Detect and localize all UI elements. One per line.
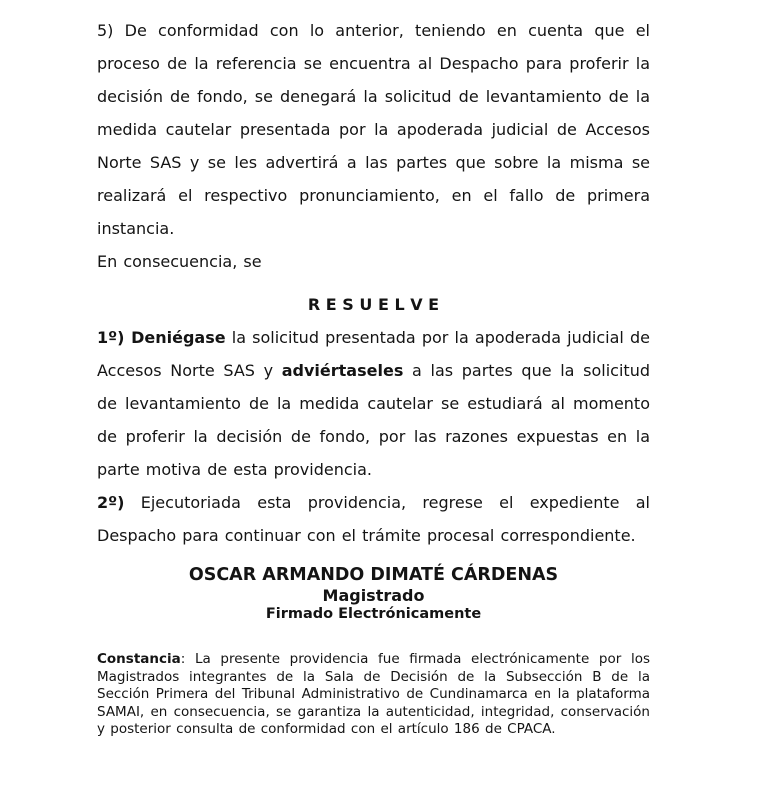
resolution-item-2: 2º) Ejecutoriada esta providencia, regrese el expediente al Despacho para continuar con el trámite procesal correspondiente. bbox=[97, 493, 650, 545]
resolution-item-1: 1º) Deniégase la solicitud presentada por la apoderada judicial de Accesos Norte SAS y adviértaseles a las partes que la solicitud de levantamiento de la medida cautelar se estudiará al momento de proferir la decisión de fondo, por las razones expuestas en la parte motiva de esta providencia. bbox=[97, 328, 650, 479]
resolve-heading: R E S U E L V E bbox=[307, 295, 440, 314]
transition-line: En consecuencia, se bbox=[97, 252, 262, 271]
signature-block bbox=[97, 564, 650, 623]
closing-paragraph: 5) De conformidad con lo anterior, teniendo en cuenta que el proceso de la referencia se encuentra al Despacho para proferir la decisión de fondo, se denegará la solicitud de levantamiento de la medida cautelar presentada por la apoderada judicial de Accesos Norte SAS y se les advertirá a las partes que sobre la misma se realizará el respectivo pronunciamiento, en el fallo de primera instancia. bbox=[97, 21, 650, 238]
certification-paragraph: Constancia: La presente providencia fue firmada electrónicamente por los Magistrados integrantes de la Sala de Decisión de la Subsección B de la Sección Primera del Tribunal Administrativo de Cundinamarca en la plataforma SAMAI, en consecuencia, se garantiza la autenticidad, integridad, conservación y posterior consulta de conformidad con el artículo 186 de CPACA. bbox=[97, 651, 650, 737]
signature-method: Firmado Electrónicamente bbox=[265, 606, 482, 622]
signature-title: Magistrado bbox=[322, 586, 425, 605]
signature-name: OSCAR ARMANDO DIMATÉ CÁRDENAS bbox=[188, 565, 559, 585]
